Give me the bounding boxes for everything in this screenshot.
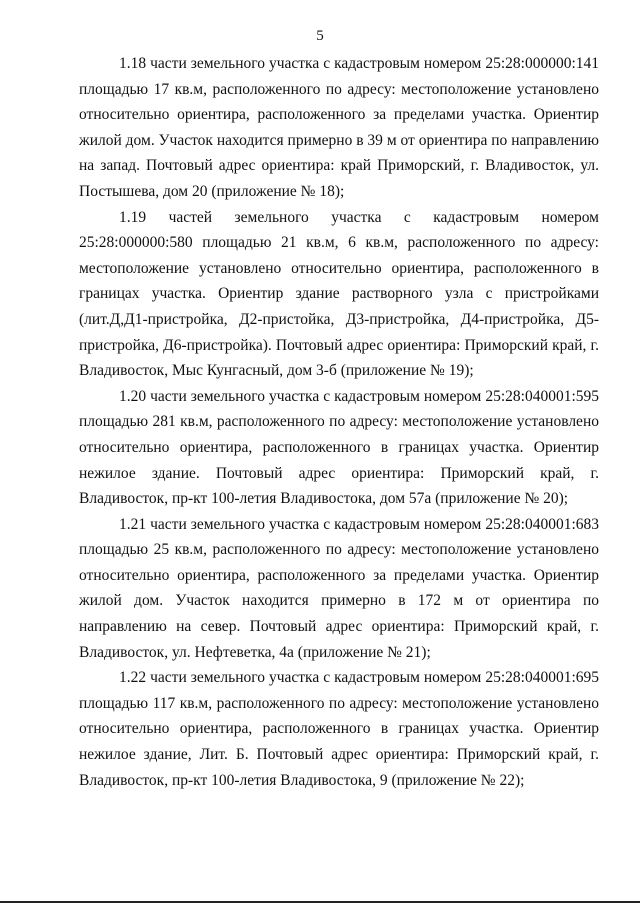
paragraph-1-20: 1.20 части земельного участка с кадастровым номером 25:28:040001:595 площадью 281 кв.м, расположенного по адресу: местоположение установлено относительно ориентира, расположенного в границах участка. Ориентир нежилое здание. Почтовый адрес ориентира: Приморский край, г. Владивосток, пр-кт 100-летия Владивостока, дом 57а (приложение № 20); bbox=[79, 387, 599, 508]
page-bottom-border bbox=[0, 901, 640, 903]
paragraph-1-19: 1.19 частей земельного участка с кадастровым номером 25:28:000000:580 площадью 21 кв.м, 6 кв.м, расположенного по адресу: местоположение установлено относительно ориентира, расположенного в границах участка. Ориентир здание растворного узла с пристройками (лит.Д,Д1-пристройка, Д2-пристойка, Д3-пристройка, Д4-пристройка, Д5-пристройка, Д6-пристройка). Почтовый адрес ориентира: Приморский край, г. Владивосток, Мыс Кунгасный, дом 3-б (приложение № 19); bbox=[79, 208, 599, 380]
paragraph-1-21: 1.21 части земельного участка с кадастровым номером 25:28:040001:683 площадью 25 кв.м, расположенного по адресу: местоположение установлено относительно ориентира, расположенного за пределами участка. Ориентир жилой дом. Участок находится примерно в 172 м от ориентира по направлению на север. Почтовый адрес ориентира: Приморский край, г. Владивосток, ул. Нефтеветка, 4а (приложение № 21); bbox=[79, 515, 599, 661]
page-number: 5 bbox=[316, 28, 324, 44]
paragraph-1-22: 1.22 части земельного участка с кадастровым номером 25:28:040001:695 площадью 117 кв.м, расположенного по адресу: местоположение установлено относительно ориентира, расположенного в границах участка. Ориентир нежилое здание, Лит. Б. Почтовый адрес ориентира: Приморский край, г. Владивосток, пр-кт 100-летия Владивостока, 9 (приложение № 22); bbox=[79, 669, 599, 789]
paragraph-1-18: 1.18 части земельного участка с кадастровым номером 25:28:000000:141 площадью 17 кв.м, расположенного по адресу: местоположение установлено относительно ориентира, расположенного за пределами участка. Ориентир жилой дом. Участок находится примерно в 39 м от ориентира по направлению на запад. Почтовый адрес ориентира: край Приморский, г. Владивосток, ул. Постышева, дом 20 (приложение № 18); bbox=[79, 55, 599, 200]
document-body bbox=[79, 51, 599, 793]
